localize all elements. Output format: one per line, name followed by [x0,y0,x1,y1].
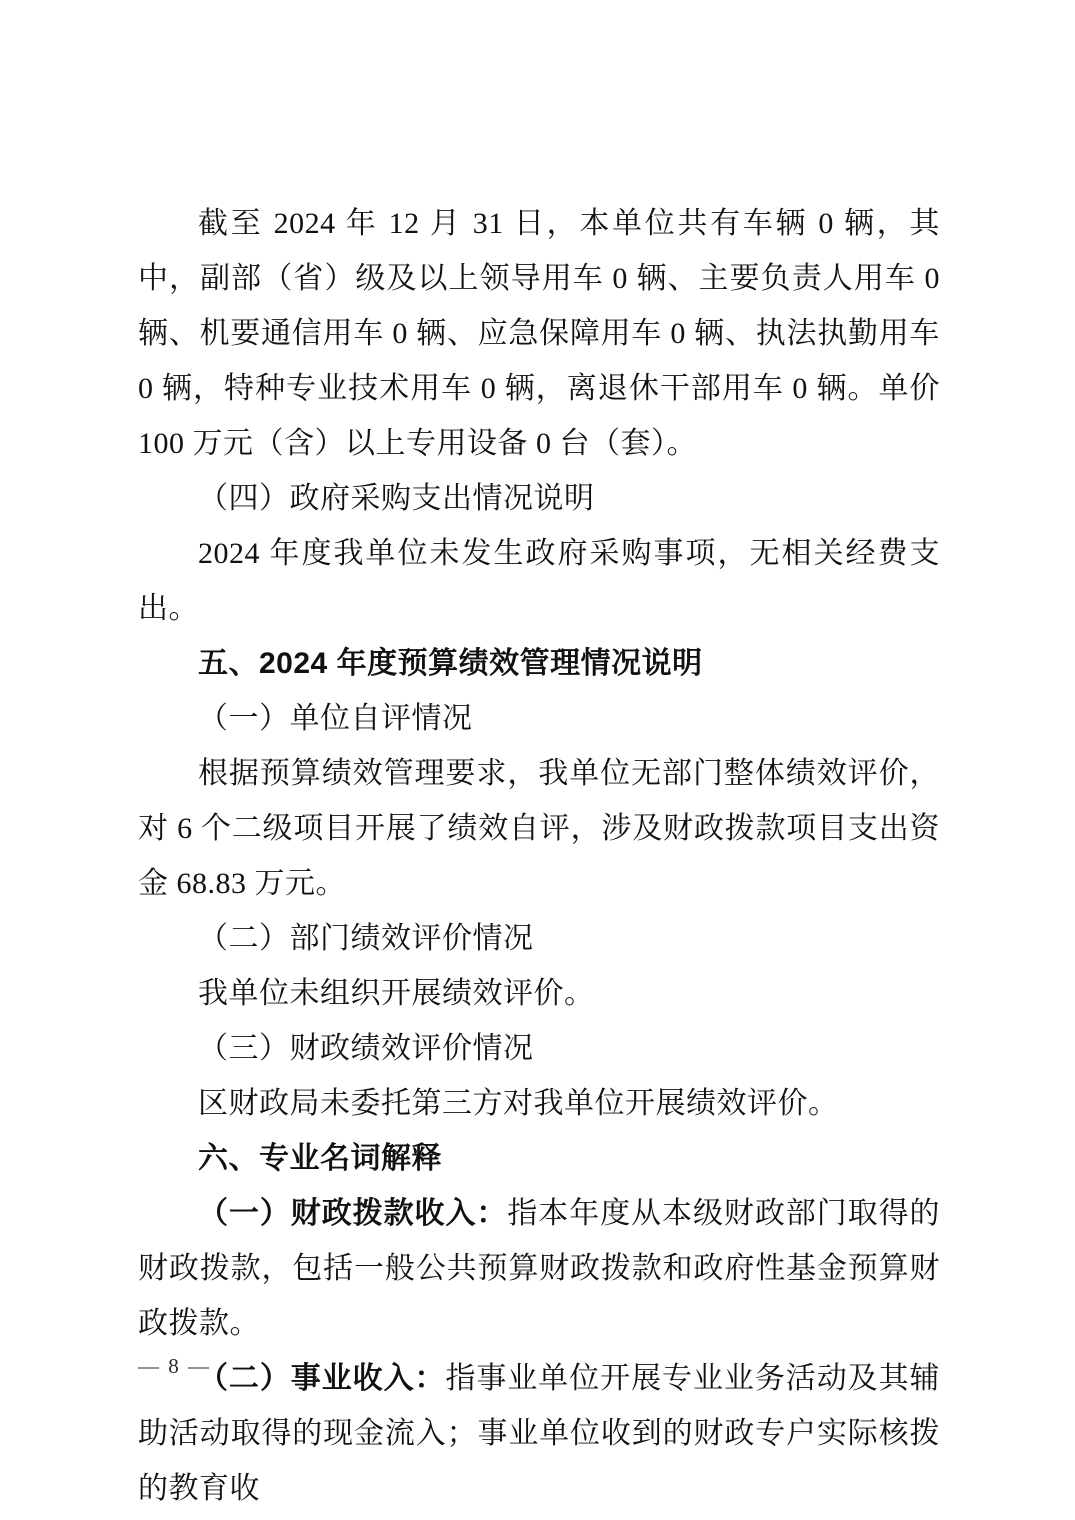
subheading-government-procurement: （四）政府采购支出情况说明 [198,482,595,515]
paragraph-fiscal-evaluation-statement: 区财政局未委托第三方对我单位开展绩效评价。 [198,1087,839,1120]
paragraph-self-evaluation-statement: 根据预算绩效管理要求，我单位无部门整体绩效评价，对 6 个二级项目开展了绩效自评，涉及财政拨款项目支出资金 68.83 万元。 [138,757,940,900]
subheading-unit-self-evaluation: （一）单位自评情况 [198,702,473,735]
document-text-block [138,196,940,1516]
term-label-business-income: （二）事业收入： [198,1362,446,1395]
paragraph-term-fiscal-appropriation-income [138,1186,940,1351]
section-heading-6-terminology: 六、专业名词解释 [198,1142,442,1175]
subheading-fiscal-performance-evaluation: （三）财政绩效评价情况 [198,1032,534,1065]
paragraph-department-evaluation-statement: 我单位未组织开展绩效评价。 [198,977,595,1010]
term-label-fiscal-appropriation-income: （一）财政拨款收入： [198,1197,508,1230]
term-definition-fiscal-appropriation-income: 指本年度从本级财政部门取得的财政拨款，包括一般公共预算财政拨款和政府性基金预算财政拨款。 [138,1197,941,1340]
paragraph-term-business-income [138,1351,940,1516]
paragraph-procurement-statement: 2024 年度我单位未发生政府采购事项，无相关经费支出。 [138,537,940,625]
page-number-footer: — 8 — [138,1354,211,1378]
section-heading-5-performance-management: 五、2024 年度预算绩效管理情况说明 [198,647,703,680]
subheading-department-performance-evaluation: （二）部门绩效评价情况 [198,922,534,955]
paragraph-vehicles-and-assets: 截至 2024 年 12 月 31 日，本单位共有车辆 0 辆，其中，副部（省）级及以上领导用车 0 辆、主要负责人用车 0 辆、机要通信用车 0 辆、应急保障用车 0 辆、执法执勤用车 0 辆，特种专业技术用车 0 辆，离退休干部用车 0 辆。单价 100 万元（含）以上专用设备 0 台（套）。 [138,207,940,460]
term-definition-business-income: 指事业单位开展专业业务活动及其辅助活动取得的现金流入；事业单位收到的财政专户实际核拨的教育收 [138,1362,941,1505]
